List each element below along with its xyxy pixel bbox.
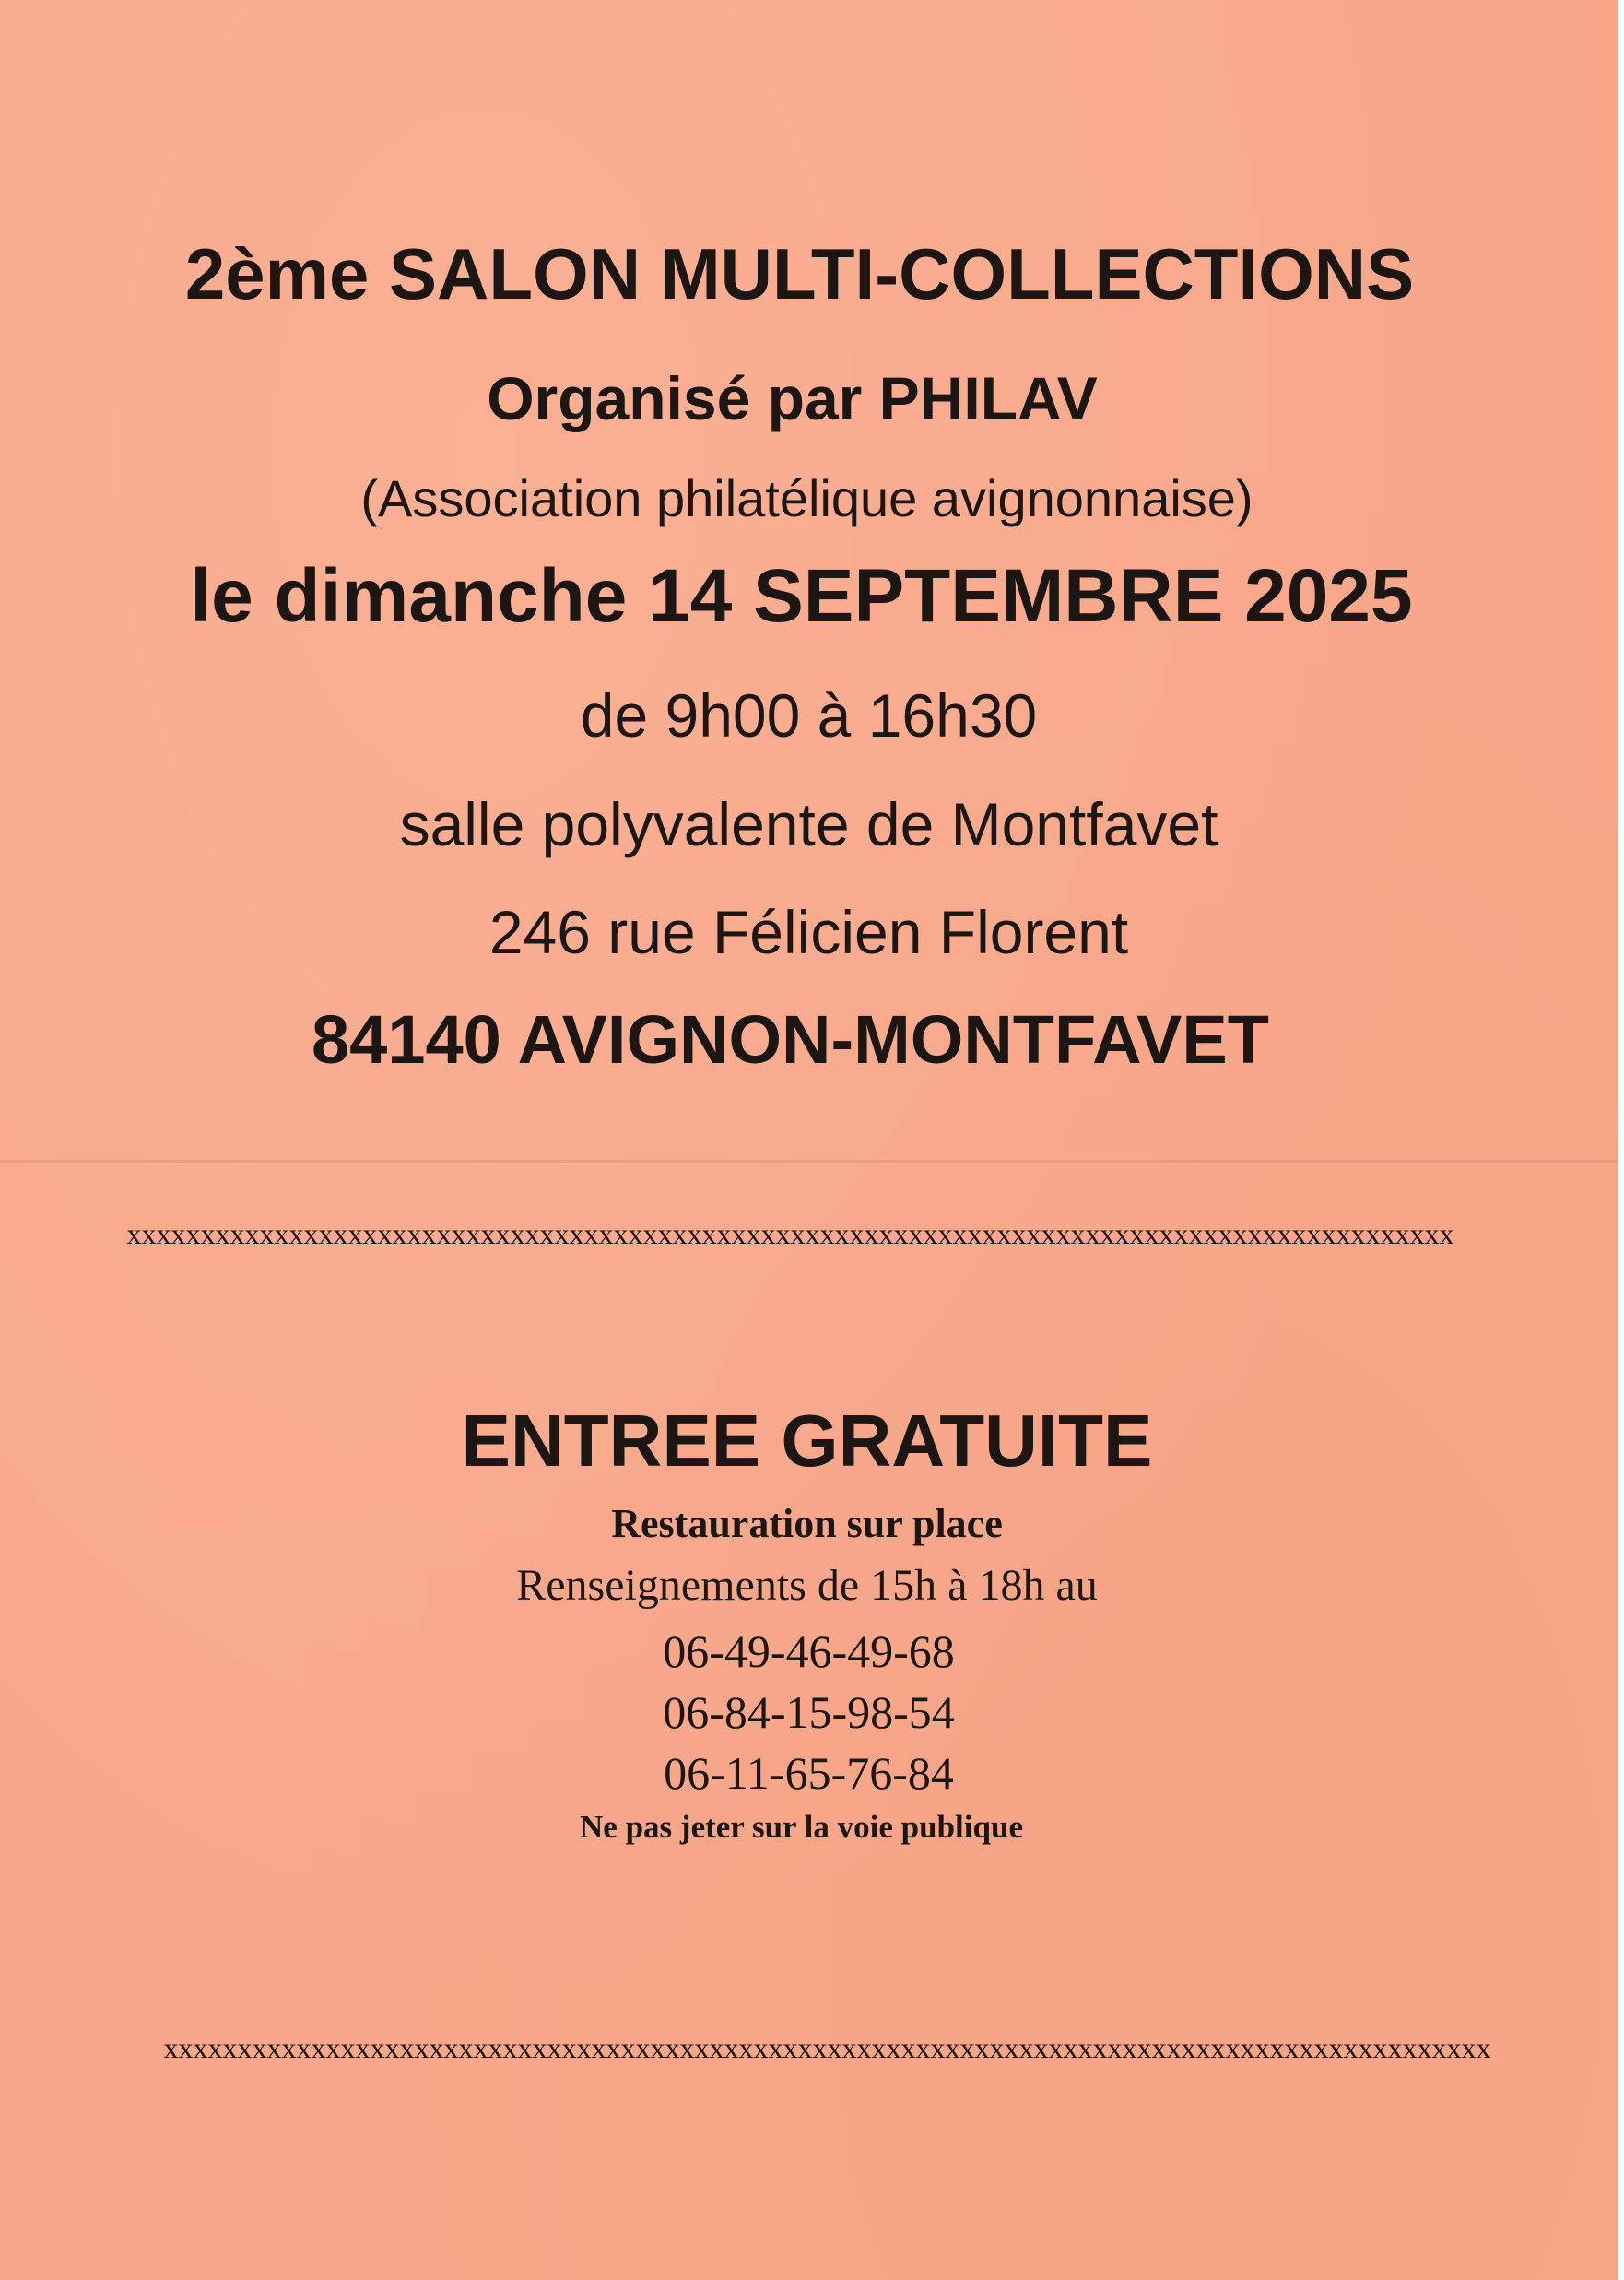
association-line: (Association philatélique avignonnaise) [360,469,1253,527]
phone-number: 06-11-65-76-84 [664,1747,954,1799]
venue-street: 246 rue Félicien Florent [488,898,1129,966]
event-hours: de 9h00 à 16h30 [580,681,1038,750]
disposal-notice: Ne pas jeter sur la voie publique [580,1809,1023,1845]
entry-free: ENTREE GRATUITE [461,1400,1153,1482]
phone-number: 06-49-46-49-68 [663,1625,955,1677]
paper-fold-line [0,1160,1618,1163]
phone-number: 06-84-15-98-54 [663,1686,955,1738]
event-date: le dimanche 14 SEPTEMBRE 2025 [190,554,1413,638]
separator-bottom: xxxxxxxxxxxxxxxxxxxxxxxxxxxxxxxxxxxxxxxxxxxxxxxxxxxxxxxxxxxxxxxxxxxxxxxxxxxxxxxxxxxxxxxxxx [163,2031,1491,2064]
catering-line: Restauration sur place [611,1501,1003,1546]
event-title: 2ème SALON MULTI-COLLECTIONS [184,233,1415,314]
separator-top: xxxxxxxxxxxxxxxxxxxxxxxxxxxxxxxxxxxxxxxxxxxxxxxxxxxxxxxxxxxxxxxxxxxxxxxxxxxxxxxxxxxxxxxxxx [126,1217,1454,1250]
info-line: Renseignements de 15h à 18h au [516,1561,1098,1610]
venue-name: salle polyvalente de Montfavet [399,790,1218,858]
venue-city: 84140 AVIGNON-MONTFAVET [312,1001,1269,1078]
organizer-line: Organisé par PHILAV [487,364,1098,432]
